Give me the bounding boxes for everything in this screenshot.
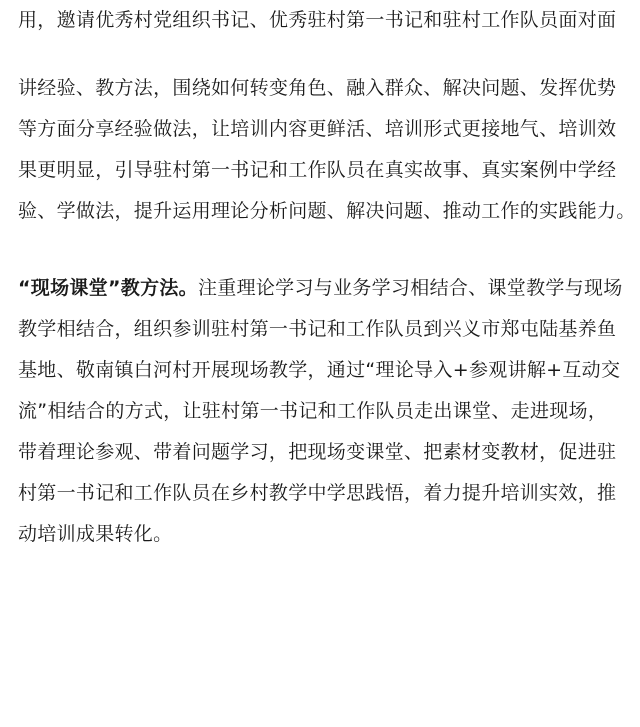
paragraph-2 xyxy=(18,68,636,232)
paragraph-2-line-4: 验、学做法，提升运用理论分析问题、解决问题、推动工作的实践能力。 xyxy=(18,200,636,222)
paragraph-2-line-1: 讲经验、教方法，围绕如何转变角色、融入群众、解决问题、发挥优势 xyxy=(18,77,617,99)
paragraph-3-line-6: 村第一书记和工作队员在乡村教学中学思践悟，着力提升培训实效，推 xyxy=(18,482,617,504)
paragraph-2-line-3: 果更明显，引导驻村第一书记和工作队员在真实故事、真实案例中学经 xyxy=(18,159,617,181)
section-lead-heading: “现场课堂”教方法。 xyxy=(18,277,198,299)
paragraph-3-line-4: 流”相结合的方式，让驻村第一书记和工作队员走出课堂、走进现场， xyxy=(18,400,608,422)
paragraph-3-line-1-text: 注重理论学习与业务学习相结合、课堂教学与现场 xyxy=(197,277,623,299)
paragraph-3 xyxy=(18,268,624,555)
paragraph-gap xyxy=(18,41,624,68)
paragraph-gap xyxy=(18,232,624,268)
paragraph-3-line-5: 带着理论参观、带着问题学习，把现场变课堂、把素材变教材，促进驻 xyxy=(18,441,617,463)
paragraph-3-line-2: 教学相结合，组织参训驻村第一书记和工作队员到兴义市郑屯陆基养鱼 xyxy=(18,318,617,340)
paragraph-1-line-1: 用，邀请优秀村党组织书记、优秀驻村第一书记和驻村工作队员面对面 xyxy=(18,9,617,31)
article-body xyxy=(18,0,636,555)
paragraph-3-line-3: 基地、敬南镇白河村开展现场教学，通过“理论导入+参观讲解+互动交 xyxy=(18,359,621,381)
paragraph-3-line-1 xyxy=(18,268,624,309)
paragraph-3-line-7: 动培训成果转化。 xyxy=(18,523,173,545)
paragraph-2-line-2: 等方面分享经验做法，让培训内容更鲜活、培训形式更接地气、培训效 xyxy=(18,118,617,140)
